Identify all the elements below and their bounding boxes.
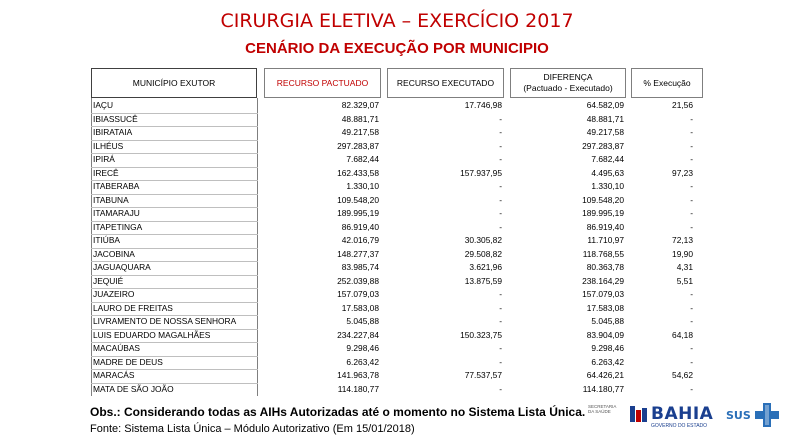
cell-municipio: ITIÚBA: [93, 235, 120, 245]
cell-percentual: 64,18: [672, 329, 693, 340]
cell-municipio: JUAZEIRO: [93, 289, 135, 299]
sus-cross-icon: [753, 401, 781, 429]
row-divider: [91, 140, 258, 141]
cell-percentual: -: [690, 289, 693, 299]
cell-diferenca: 83.904,09: [586, 329, 624, 340]
cell-diferenca: 157.079,03: [582, 289, 624, 299]
cell-diferenca: 7.682,44: [591, 154, 624, 164]
cell-pactuado: 141.963,78: [337, 370, 379, 380]
cell-municipio: JAGUAQUARA: [93, 262, 151, 272]
row-divider: [91, 248, 258, 249]
cell-municipio: LAURO DE FREITAS: [93, 302, 173, 313]
page-title: CIRURGIA ELETIVA – EXERCÍCIO 2017: [220, 10, 574, 32]
cell-diferenca: 64.582,09: [586, 100, 624, 110]
cell-diferenca: 48.881,71: [586, 113, 624, 124]
cell-percentual: 19,90: [672, 248, 693, 259]
cell-pactuado: 6.263,42: [346, 356, 379, 367]
cell-percentual: -: [690, 383, 693, 394]
cell-diferenca: 9.298,46: [591, 343, 624, 353]
cell-percentual: -: [690, 154, 693, 164]
cell-pactuado: 297.283,87: [337, 140, 379, 151]
cell-percentual: -: [690, 343, 693, 353]
row-divider: [91, 194, 258, 195]
cell-executado: -: [499, 356, 502, 367]
cell-diferenca: 118.768,55: [582, 248, 624, 259]
cell-percentual: -: [690, 356, 693, 367]
header-pactuado: RECURSO PACTUADO: [264, 68, 381, 98]
header-diferenca: [510, 68, 626, 98]
source-note: Fonte: Sistema Lista Única – Módulo Autorizativo (Em 15/01/2018): [90, 423, 415, 435]
cell-municipio: JACOBINA: [93, 248, 135, 259]
cell-executado: -: [499, 316, 502, 326]
cell-municipio: MATA DE SÃO JOÃO: [93, 383, 174, 394]
cell-percentual: 54,62: [672, 370, 693, 380]
header-executado: RECURSO EXECUTADO: [387, 68, 504, 98]
cell-executado: -: [499, 194, 502, 205]
cell-municipio: ITAPETINGA: [93, 221, 143, 232]
cell-diferenca: 17.583,08: [586, 302, 624, 313]
cell-executado: -: [499, 154, 502, 164]
row-divider: [91, 383, 258, 384]
cell-executado: 157.937,95: [460, 167, 502, 178]
cell-pactuado: 48.881,71: [341, 113, 379, 124]
cell-diferenca: 238.164,29: [582, 275, 624, 286]
cell-pactuado: 42.016,79: [341, 235, 379, 245]
cell-executado: -: [499, 208, 502, 218]
cell-pactuado: 148.277,37: [337, 248, 379, 259]
cell-pactuado: 49.217,58: [341, 127, 379, 137]
cell-pactuado: 82.329,07: [341, 100, 379, 110]
cell-percentual: 72,13: [672, 235, 693, 245]
cell-municipio: IRECÊ: [93, 167, 119, 178]
cell-municipio: ILHÉUS: [93, 140, 124, 151]
row-divider: [91, 153, 258, 154]
cell-diferenca: 11.710,97: [587, 235, 624, 245]
cell-executado: -: [499, 140, 502, 151]
cell-pactuado: 1.330,10: [346, 181, 379, 191]
row-divider: [91, 261, 258, 262]
cell-percentual: 97,23: [672, 167, 693, 178]
cell-executado: -: [499, 289, 502, 299]
cell-pactuado: 5.045,88: [346, 316, 379, 326]
row-divider: [91, 275, 258, 276]
cell-pactuado: 86.919,40: [341, 221, 379, 232]
row-divider: [91, 234, 258, 235]
cell-municipio: MADRE DE DEUS: [93, 356, 163, 367]
cell-municipio: ITABERABA: [93, 181, 140, 191]
header-diferenca-line2: (Pactuado - Executado): [523, 83, 613, 93]
cell-executado: 150.323,75: [460, 329, 502, 340]
cell-percentual: -: [690, 221, 693, 232]
cell-executado: 3.621,96: [469, 262, 502, 272]
header-percentual: % Execução: [631, 68, 703, 98]
cell-percentual: -: [690, 302, 693, 313]
row-divider: [91, 329, 258, 330]
cell-executado: -: [499, 181, 502, 191]
cell-municipio: ITABUNA: [93, 194, 129, 205]
row-divider: [91, 221, 258, 222]
cell-municipio: LIVRAMENTO DE NOSSA SENHORA: [93, 316, 237, 326]
cell-diferenca: 5.045,88: [591, 316, 624, 326]
cell-municipio: IAÇU: [93, 100, 114, 110]
cell-municipio: IPIRÁ: [93, 154, 115, 164]
cell-percentual: 21,56: [672, 100, 693, 110]
cell-percentual: 5,51: [676, 275, 693, 286]
sus-logo: [726, 400, 782, 430]
secretaria-logo-text: SECRETARIA DA SAÚDE: [588, 404, 617, 414]
secretaria-logo: [588, 404, 622, 414]
row-divider: [91, 342, 258, 343]
cell-percentual: -: [690, 127, 693, 137]
page-subtitle: CENÁRIO DA EXECUÇÃO POR MUNICIPIO: [245, 40, 549, 57]
row-divider: [91, 302, 258, 303]
cell-diferenca: 1.330,10: [591, 181, 624, 191]
header-diferenca-line1: DIFERENÇA: [543, 72, 593, 82]
cell-executado: 77.537,57: [464, 370, 502, 380]
row-divider: [91, 207, 258, 208]
cell-executado: -: [499, 383, 502, 394]
cell-pactuado: 189.995,19: [337, 208, 379, 218]
cell-diferenca: 109.548,20: [582, 194, 624, 205]
cell-pactuado: 252.039,88: [337, 275, 379, 286]
cell-municipio: MARACÁS: [93, 370, 135, 380]
cell-diferenca: 4.495,63: [591, 167, 624, 178]
row-divider: [91, 369, 258, 370]
cell-percentual: -: [690, 181, 693, 191]
cell-percentual: 4,31: [676, 262, 693, 272]
cell-pactuado: 7.682,44: [346, 154, 379, 164]
header-municipio: MUNICÍPIO EXUTOR: [91, 68, 257, 98]
cell-pactuado: 234.227,84: [337, 329, 379, 340]
cell-executado: -: [499, 221, 502, 232]
cell-pactuado: 157.079,03: [337, 289, 379, 299]
cell-pactuado: 109.548,20: [337, 194, 379, 205]
cell-pactuado: 9.298,46: [346, 343, 379, 353]
row-divider: [91, 126, 258, 127]
observation-note: Obs.: Considerando todas as AIHs Autorizadas até o momento no Sistema Lista Única.: [90, 405, 586, 419]
row-divider: [91, 356, 258, 357]
cell-executado: 29.508,82: [464, 248, 502, 259]
cell-municipio: LUIS EDUARDO MAGALHÃES: [93, 329, 211, 340]
cell-pactuado: 83.985,74: [341, 262, 379, 272]
cell-executado: -: [499, 127, 502, 137]
cell-municipio: JEQUIÉ: [93, 275, 124, 286]
cell-municipio: IBIRATAIA: [93, 127, 133, 137]
cell-pactuado: 114.180,77: [337, 383, 379, 394]
cell-diferenca: 297.283,87: [582, 140, 624, 151]
bahia-logo-subtitle: GOVERNO DO ESTADO: [651, 423, 708, 429]
cell-diferenca: 64.426,21: [586, 370, 624, 380]
cell-pactuado: 162.433,58: [337, 167, 379, 178]
row-divider: [91, 167, 258, 168]
cell-diferenca: 49.217,58: [586, 127, 624, 137]
cell-percentual: -: [690, 316, 693, 326]
bahia-emblem-icon: [628, 403, 648, 425]
cell-percentual: -: [690, 208, 693, 218]
row-divider: [91, 288, 258, 289]
cell-executado: -: [499, 343, 502, 353]
cell-diferenca: 6.263,42: [591, 356, 624, 367]
cell-municipio: MACAÚBAS: [93, 343, 141, 353]
cell-executado: 13.875,59: [464, 275, 502, 286]
bahia-logo-text: BAHIA: [651, 404, 714, 424]
row-divider: [91, 113, 258, 114]
row-divider: [91, 180, 258, 181]
cell-diferenca: 114.180,77: [582, 383, 624, 394]
cell-diferenca: 86.919,40: [586, 221, 624, 232]
cell-diferenca: 189.995,19: [582, 208, 624, 218]
sus-logo-text: SUS: [726, 408, 751, 422]
cell-municipio: IBIASSUCÊ: [93, 113, 138, 124]
cell-executado: 17.746,98: [464, 100, 502, 110]
cell-executado: 30.305,82: [464, 235, 502, 245]
cell-executado: -: [499, 302, 502, 313]
cell-executado: -: [499, 113, 502, 124]
cell-percentual: -: [690, 113, 693, 124]
cell-municipio: ITAMARAJU: [93, 208, 140, 218]
cell-percentual: -: [690, 194, 693, 205]
row-divider: [91, 315, 258, 316]
cell-pactuado: 17.583,08: [341, 302, 379, 313]
cell-diferenca: 80.363,78: [586, 262, 624, 272]
cell-percentual: -: [690, 140, 693, 151]
